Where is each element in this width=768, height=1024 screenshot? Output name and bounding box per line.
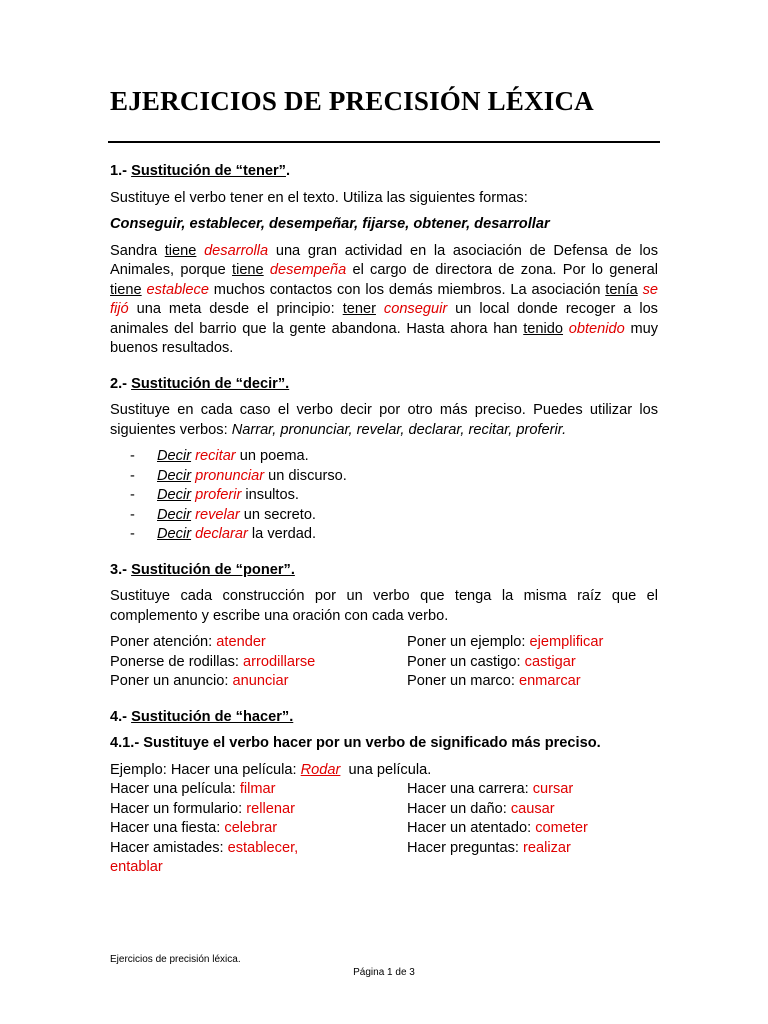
list-item: - Decir revelar un secreto. xyxy=(130,506,316,523)
list-item: - Decir proferir insultos. xyxy=(130,487,299,503)
section-1-instruction: Sustituye el verbo tener en el texto. Utiliza las siguientes formas: xyxy=(110,189,528,206)
section-4-title: Sustitución de “hacer”. xyxy=(131,708,294,725)
list-item: - Decir pronunciar un discurso. xyxy=(130,467,347,484)
section-2-title: Sustitución de “decir”. xyxy=(131,375,290,392)
section-1-paragraph: Sandra tiene desarrolla una gran actividad en la asociación de Defensa de los Animales, porque tiene desempeña el cargo de directora de zona. Por lo general tiene establece muchos contactos con los demás miembros. La asociación tenía se fijó una meta desde el principio: tener conseguir un local donde recoger a los animales del barrio que la gente abandona. Hasta ahora han tenido obtenido muy buenos resultados. xyxy=(110,242,659,356)
document-body xyxy=(110,162,658,884)
section-4-grid xyxy=(110,780,658,878)
list-item: Hacer una película: filmar xyxy=(110,781,276,797)
page-number: Página 1 de 3 xyxy=(353,967,415,978)
section-3-heading: 3.- Sustitución de “poner”. xyxy=(110,561,295,578)
list-item: - Decir declarar la verdad. xyxy=(130,526,317,542)
list-item: Hacer una carrera: cursar xyxy=(407,781,574,797)
section-4-subheading: 4.1.- Sustituye el verbo hacer por un verbo de significado más preciso. xyxy=(110,735,601,751)
list-item: Hacer una fiesta: celebrar xyxy=(110,820,278,836)
list-item: Hacer amistades: establecer, entablar xyxy=(110,839,299,875)
section-3-title: Sustitución de “poner”. xyxy=(131,561,295,578)
list-item: Poner atención: atender xyxy=(110,634,266,650)
list-item: Hacer un atentado: cometer xyxy=(407,820,588,836)
section-1-heading: 1.- Sustitución de “tener”. xyxy=(110,163,291,179)
list-item: Hacer un daño: causar xyxy=(407,800,555,817)
list-item: Poner un castigo: castigar xyxy=(407,653,576,670)
section-1-forms: Conseguir, establecer, desempeñar, fijarse, obtener, desarrollar xyxy=(110,216,550,232)
section-4-example: Ejemplo: Hacer una película: Rodar una película. xyxy=(110,761,432,778)
list-item: Poner un marco: enmarcar xyxy=(407,673,581,689)
section-4-heading: 4.- Sustitución de “hacer”. xyxy=(110,708,294,725)
list-item: Hacer preguntas: realizar xyxy=(407,839,571,856)
section-2-instruction: Sustituye en cada caso el verbo decir por otro más preciso. Puedes utilizar los siguientes verbos: Narrar, pronunciar, revelar, declarar, recitar, proferir. xyxy=(110,402,658,438)
list-item: - Decir recitar un poema. xyxy=(130,448,309,464)
page-title: EJERCICIOS DE PRECISIÓN LÉXICA xyxy=(110,86,594,116)
list-item: Ponerse de rodillas: arrodillarse xyxy=(110,653,316,670)
section-2-heading: 2.- Sustitución de “decir”. xyxy=(110,375,290,392)
list-item: Hacer un formulario: rellenar xyxy=(110,800,295,817)
list-item: Poner un ejemplo: ejemplificar xyxy=(407,634,604,650)
footer-title: Ejercicios de precisión léxica. xyxy=(110,954,241,965)
list-item: Poner un anuncio: anunciar xyxy=(110,673,289,689)
section-3-instruction: Sustituye cada construcción por un verbo que tenga la misma raíz que el complemento y escribe una oración con cada verbo. xyxy=(110,588,658,624)
section-3-grid xyxy=(110,633,658,692)
section-2-list xyxy=(110,447,658,545)
section-1-title: Sustitución de “tener” xyxy=(131,163,286,179)
title-rule xyxy=(108,141,660,143)
